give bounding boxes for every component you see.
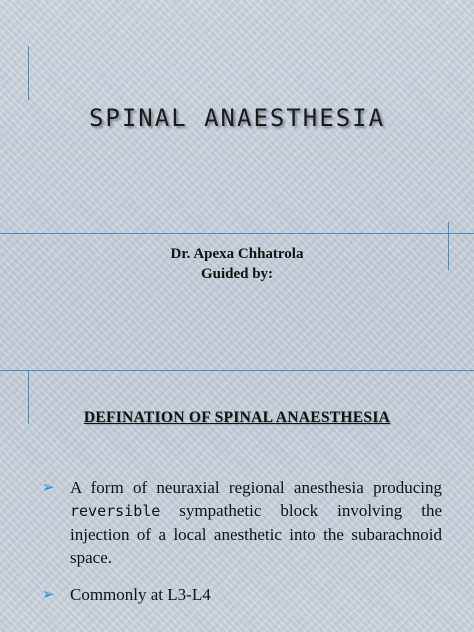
bullet-text: Commonly at L3-L4 [70,585,211,604]
content-slide [0,316,474,632]
guided-by-label: Guided by: [200,266,274,282]
section-heading: DEFINATION OF SPINAL ANAESTHESIA [83,409,391,426]
presenter-name: Dr. Apexa Chhatrola [170,246,304,262]
presenter-block [0,244,474,284]
bullet-text: A form of neuraxial regional anesthesia producing [70,478,442,497]
accent-horizontal-line [0,233,474,234]
accent-horizontal-line [0,370,474,371]
emphasis-text: reversible [70,502,161,520]
slide-title: SPINAL ANAESTHESIA [88,104,386,132]
bullet-list [42,476,442,606]
arrow-bullet-icon: ➢ [42,585,55,603]
bullet-text: sympathetic block involving the injection of a local anesthetic into the subarachnoid space. [70,501,442,567]
arrow-bullet-icon: ➢ [42,478,55,496]
list-item [42,476,442,569]
list-item [42,583,442,606]
accent-vertical-line [28,46,29,100]
